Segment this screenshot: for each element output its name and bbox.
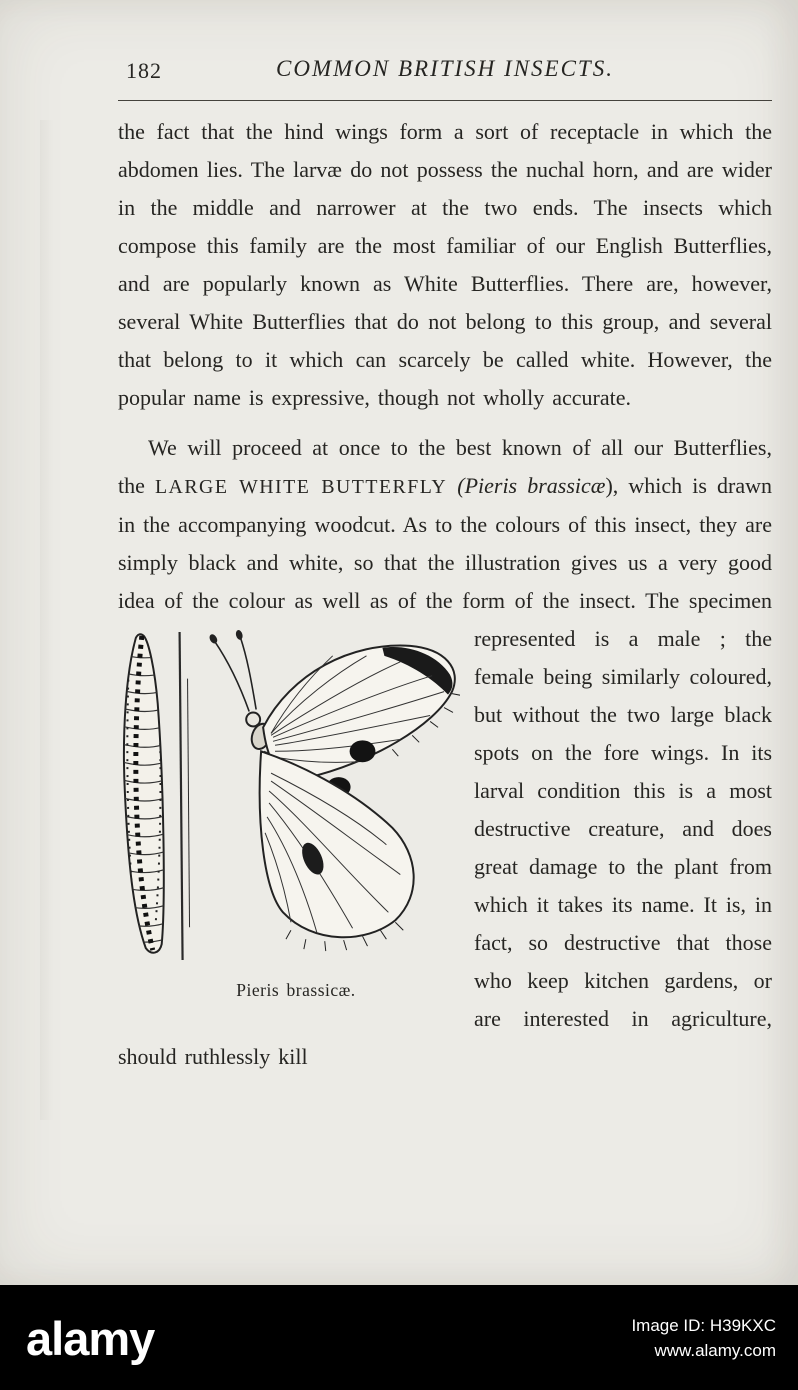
species-latin-name: Pieris brassicæ [464, 473, 606, 498]
alamy-url: www.alamy.com [654, 1341, 776, 1360]
butterfly-caterpillar-illustration [102, 624, 460, 967]
scan-artifact [40, 120, 54, 1120]
header-rule [118, 100, 772, 101]
paragraph-1-text: the fact that the hind wings form a sort of receptacle in which the abdomen lies. The larvæ do not possess the nuchal horn, and are wider in the middle and narrower at the two ends. The insects which compose this family are the most familiar of our English Butterflies, and are popularly known as White Butterflies. There are, however, several White Butterflies that do not belong to this group, and several that belong to it which can scarcely be called white. However, the popular name is expressive, though not wholly accurate. [118, 119, 772, 410]
paren-open: ( [447, 473, 465, 498]
running-head: COMMON BRITISH INSECTS. [276, 56, 614, 81]
butterfly [208, 629, 460, 951]
paragraph-2-text-b: ), which is drawn in the accompanying woodcut. As to the colours of this insect, they are simply black and white, so that the illustration gives us a very good idea of the colour as well as of the [118, 473, 772, 613]
butterfly-woodcut-figure [102, 624, 460, 1009]
watermark-footer [0, 1285, 798, 1390]
image-id: Image ID: H39KXC [631, 1316, 776, 1335]
body-text [118, 113, 772, 1076]
twig [180, 632, 190, 960]
paragraph-2 [118, 429, 772, 1076]
figure-caption: Pieris brassicæ. [236, 980, 356, 1000]
paragraph-2-text-c: form of the insect. The specimen represented is a male ; the female being similarly coloured, but without the two large black spots on the fore wings. In its larval condition this is a most destructive creature, and does great damage to the plant from which it takes its name. It is, in fact, so destructive that those who keep kitchen gardens, or are interested in agriculture, should ruthlessly kill [118, 588, 773, 1069]
alamy-logo: alamy [26, 1312, 155, 1365]
paragraph-2-text-a: We will proceed at once to the best known of all our Butterflies, the [118, 435, 772, 498]
paragraph-1 [118, 113, 772, 417]
species-common-name: LARGE WHITE BUTTERFLY [154, 476, 448, 498]
footer-info [631, 1313, 776, 1363]
page-number: 182 [126, 58, 162, 83]
page-header [118, 48, 772, 94]
page-content [118, 48, 772, 1076]
caterpillar [120, 634, 168, 953]
